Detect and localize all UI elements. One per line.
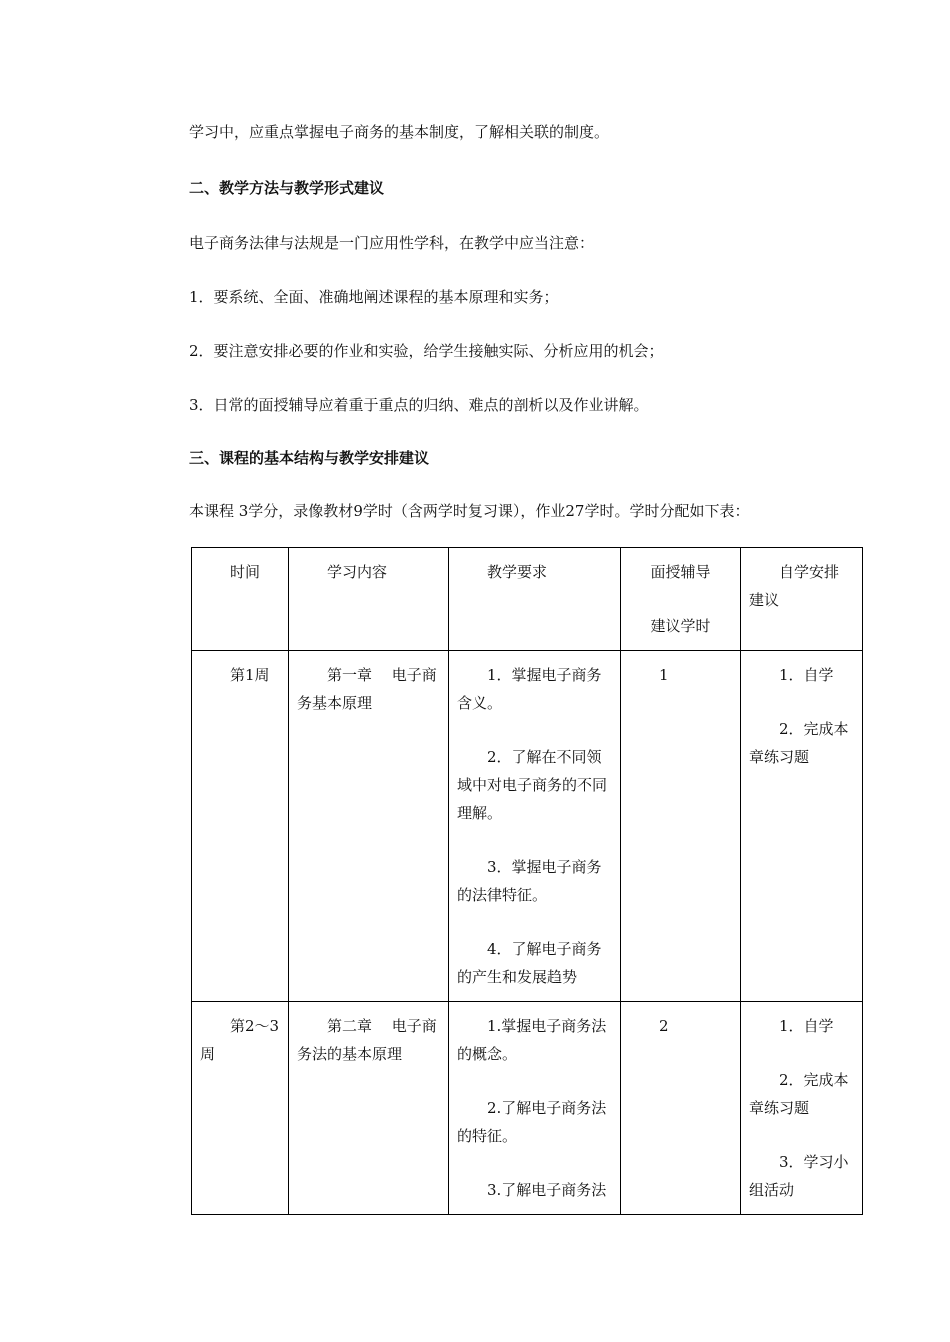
list-item-3: 3．日常的面授辅导应着重于重点的归纳、难点的剖析以及作业讲解。 <box>189 396 649 414</box>
cell-requirements: 1.掌握电子商务法的概念。 2.了解电子商务法的特征。 3.了解电子商务法 <box>449 1002 621 1215</box>
header-hours: 面授辅导 建议学时 <box>621 548 741 651</box>
cell-hours: 1 <box>621 651 741 1002</box>
table-header-row <box>192 548 863 651</box>
header-self-study: 自学安排 建议 <box>741 548 863 651</box>
cell-content: 第一章 电子商务基本原理 <box>289 651 449 1002</box>
cell-time: 第1周 <box>192 651 289 1002</box>
cell-self-study: 1．自学 2．完成本章练习题 <box>741 651 863 1002</box>
cell-content: 第二章 电子商务法的基本原理 <box>289 1002 449 1215</box>
header-time: 时间 <box>192 548 289 651</box>
cell-hours: 2 <box>621 1002 741 1215</box>
paragraph-applied-discipline: 电子商务法律与法规是一门应用性学科，在教学中应当注意： <box>189 234 595 252</box>
table-row <box>192 1002 863 1215</box>
schedule-table <box>191 547 863 1215</box>
section-heading-teaching-methods: 二、教学方法与教学形式建议 <box>189 179 385 197</box>
table-row <box>192 651 863 1002</box>
paragraph-credit-hours: 本课程 3学分，录像教材9学时（含两学时复习课），作业27学时。学时分配如下表： <box>189 502 750 520</box>
section-heading-course-structure: 三、课程的基本结构与教学安排建议 <box>189 449 430 467</box>
header-content: 学习内容 <box>289 548 449 651</box>
cell-self-study: 1．自学 2．完成本章练习题 3．学习小组活动 <box>741 1002 863 1215</box>
list-item-2: 2．要注意安排必要的作业和实验，给学生接触实际、分析应用的机会； <box>189 342 664 360</box>
paragraph-study-focus: 学习中，应重点掌握电子商务的基本制度，了解相关联的制度。 <box>189 123 610 141</box>
header-requirements: 教学要求 <box>449 548 621 651</box>
cell-time: 第2～3周 <box>192 1002 289 1215</box>
list-item-1: 1．要系统、全面、准确地阐述课程的基本原理和实务； <box>189 288 559 306</box>
cell-requirements: 1．掌握电子商务含义。 2．了解在不同领域中对电子商务的不同理解。 3．掌握电子商务的法律特征。 4．了解电子商务的产生和发展趋势 <box>449 651 621 1002</box>
